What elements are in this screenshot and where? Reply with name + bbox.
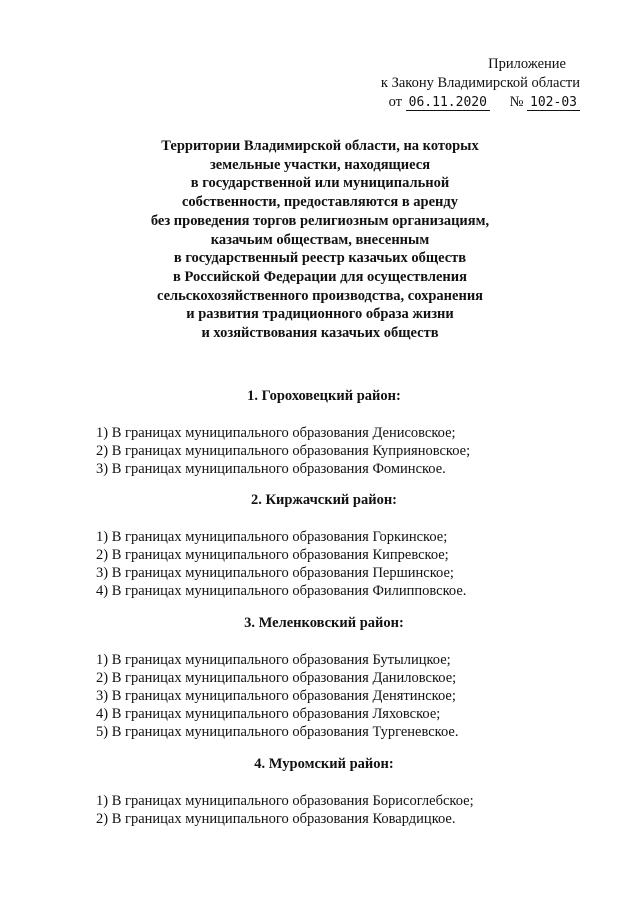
municipality-list [96, 528, 576, 600]
heading-line: казачьим обществам, внесенным [210, 231, 430, 248]
district-title: 4. Муромский район: [254, 756, 394, 772]
district-title: 1. Гороховецкий район: [247, 388, 401, 404]
municipality-list [96, 651, 576, 741]
district-section [96, 755, 576, 828]
heading-line: в Российской Федерации для осуществления [173, 268, 467, 285]
list-item: 3) В границах муниципального образования Першинское; [96, 565, 454, 581]
district-title: 2. Киржачский район: [250, 492, 398, 508]
number-label: № [509, 94, 524, 110]
district-title: 3. Меленковский район: [244, 615, 404, 631]
district-section [96, 491, 576, 600]
list-item: 2) В границах муниципального образования Даниловское; [96, 670, 457, 686]
list-item: 1) В границах муниципального образования Борисоглебское; [96, 793, 474, 809]
district-section [96, 614, 576, 741]
date-label: от [388, 94, 403, 110]
heading-line: без проведения торгов религиозным организациям, [150, 212, 490, 229]
list-item: 2) В границах муниципального образования Куприяновское; [96, 443, 471, 459]
list-item: 4) В границах муниципального образования Ляховское; [96, 706, 441, 722]
heading-line: сельскохозяйственного производства, сохранения [156, 287, 484, 304]
list-item: 1) В границах муниципального образования Бутылицкое; [96, 652, 451, 668]
heading-line: в государственный реестр казачьих обществ [173, 250, 467, 267]
appendix-header [340, 55, 580, 112]
district-section [96, 387, 576, 478]
list-item: 4) В границах муниципального образования Филипповское. [96, 583, 467, 599]
list-item: 3) В границах муниципального образования Фоминское. [96, 461, 446, 477]
heading-line: и развития традиционного образа жизни [186, 306, 454, 323]
municipality-list [96, 424, 576, 478]
heading-line: земельные участки, находящиеся [209, 156, 431, 173]
appendix-title: Приложение [488, 56, 566, 72]
law-number: 102-03 [527, 95, 580, 111]
heading-line: собственности, предоставляются в аренду [182, 194, 458, 211]
heading-line: Территории Владимирской области, на которых [161, 138, 479, 154]
appendix-date-number [340, 93, 580, 112]
document-heading [120, 137, 520, 343]
list-item: 3) В границах муниципального образования Денятинское; [96, 688, 456, 704]
list-item: 5) В границах муниципального образования Тургеневское. [96, 724, 459, 740]
law-date: 06.11.2020 [406, 95, 490, 111]
heading-line: и хозяйствования казачьих обществ [201, 325, 439, 342]
heading-line: в государственной или муниципальной [190, 175, 450, 192]
list-item: 2) В границах муниципального образования Ковардицкое. [96, 811, 456, 827]
list-item: 2) В границах муниципального образования Кипревское; [96, 547, 449, 563]
list-item: 1) В границах муниципального образования Денисовское; [96, 425, 456, 441]
appendix-law-reference: к Закону Владимирской области [380, 75, 580, 91]
municipality-list [96, 792, 576, 828]
list-item: 1) В границах муниципального образования Горкинское; [96, 529, 448, 545]
